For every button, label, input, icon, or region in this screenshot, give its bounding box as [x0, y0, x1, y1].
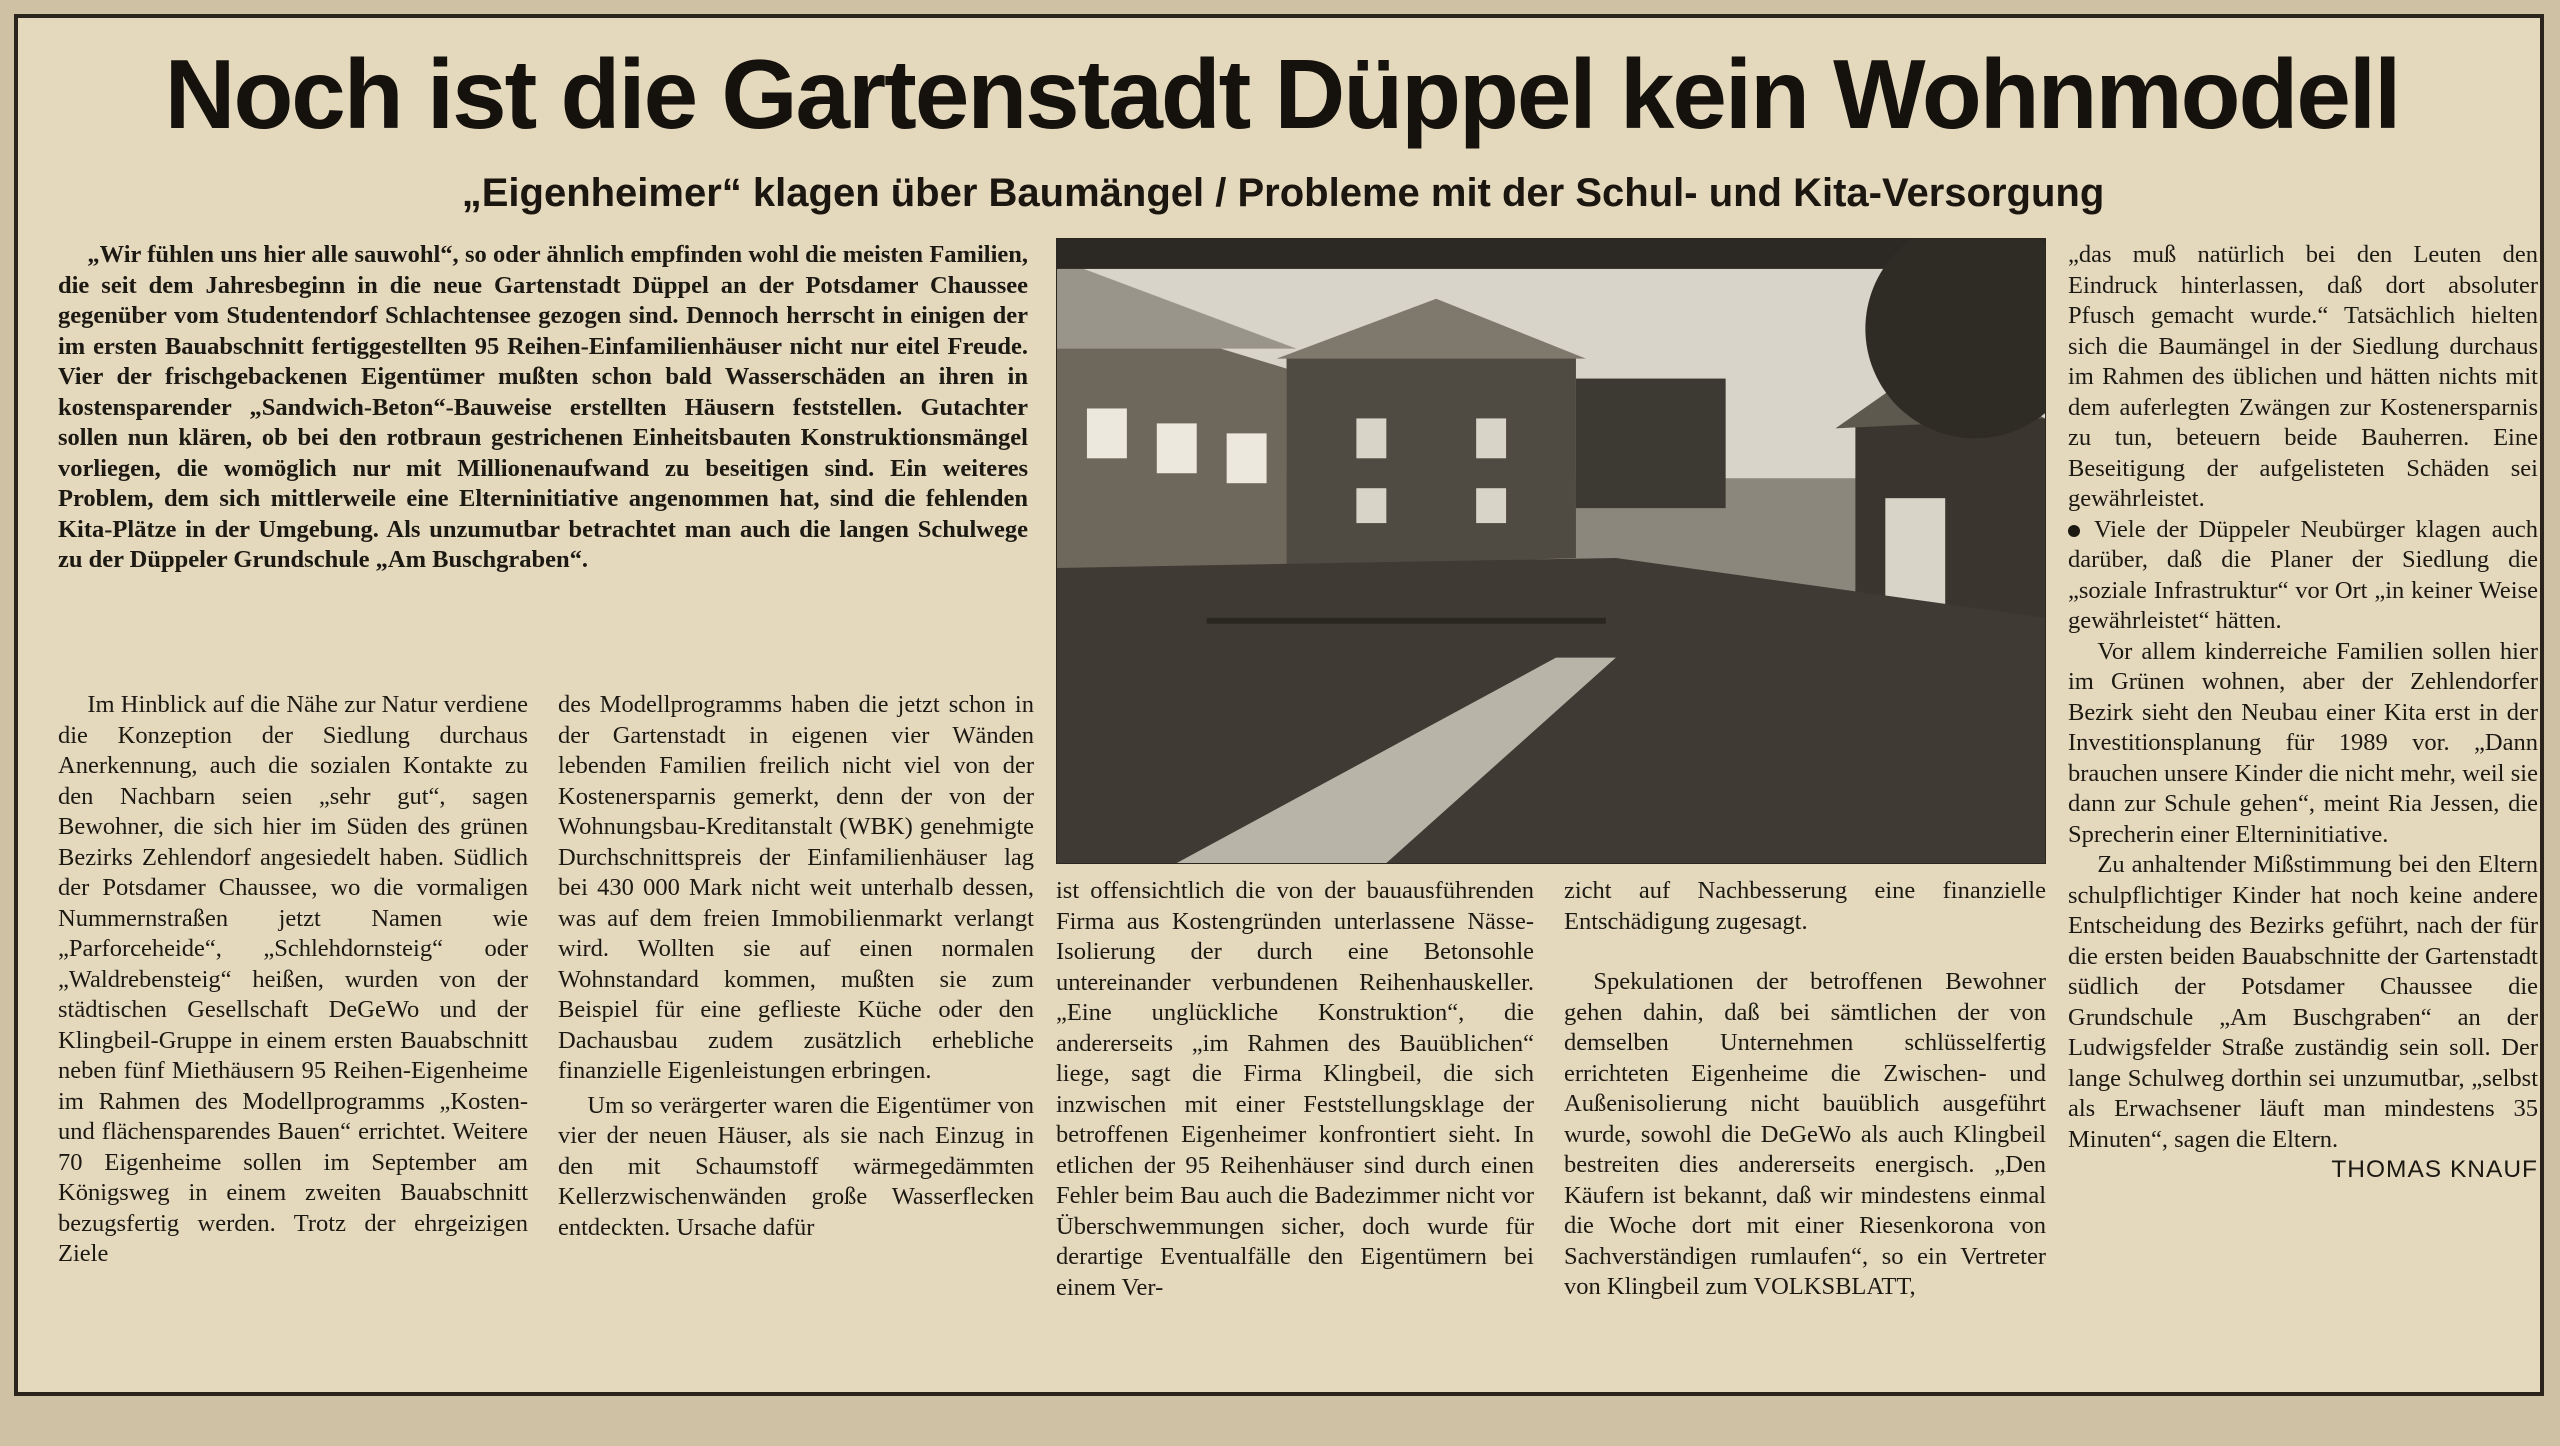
- column-4: [1564, 876, 2046, 1394]
- column-2-text-a: des Modellprogramms haben die jetzt schon in der Gartenstadt in eigenen vier Wänden lebenden Familien freilich nicht viel von der Kostenersparnis gemerkt, denn der von der Wohnungsbau-Kreditanstalt (WBK) genehmigte Durchschnittspreis der Einfamilienhäuser lag bei 430 000 Mark nicht weit unterhalb dessen, was auf dem freien Immobilienmarkt verlangt wird. Wollten sie auf einen normalen Wohnstandard kommen, mußten sie zum Beispiel für eine geflieste Küche oder den Dachausbau zudem zusätzlich erhebliche finanzielle Eigenleistungen erbringen.: [558, 691, 1034, 1084]
- column-3: [1056, 876, 1534, 1394]
- bullet-icon: [2068, 525, 2080, 537]
- column-2-text-b: Um so verärgerter waren die Eigentümer von vier der neuen Häuser, als sie nach Einzug in den mit Schaumstoff wärmegedämmten Kellerzwischenwänden große Wasserflecken entdeckten. Ursache dafür: [558, 1091, 1034, 1241]
- column-3-text: ist offensichtlich die von der bauausführenden Firma aus Kostengründen unterlassene Nässe-Isolierung der durch eine Betonsohle untereinander verbundenen Reihenhauskeller. „Eine unglückliche Konstruktion“, die andererseits „im Rahmen des Bauüblichen“ liege, sagt die Firma Klingbeil, die sich inzwischen mit einer Feststellungsklage der betroffenen Eigenheimer konfrontiert sieht. In etlichen der 95 Reihenhäuser sind durch einen Fehler beim Bau auch die Badezimmer nicht vor Überschwemmungen sicher, doch wurde für derartige Eventualfälle den Eigentümern bei einem Ver-: [1056, 877, 1534, 1301]
- article-photo: [1056, 238, 2046, 864]
- headline: Noch ist die Gartenstadt Düppel kein Wohnmodell: [164, 39, 2400, 149]
- lead-paragraph: „Wir fühlen uns hier alle sauwohl“, so oder ähnlich empfinden wohl die meisten Familien, die seit dem Jahresbeginn in die neue Gartenstadt Düppel an der Potsdamer Chaussee gegenüber vom Studentendorf Schlachtensee gezogen sind. Dennoch herrscht in einigen der im ersten Bauabschnitt fertiggestellten 95 Reihen-Einfamilienhäuser nicht nur eitel Freude. Vier der frischgebackenen Eigentümer mußten schon bald Wasserschäden an ihren in kostensparender „Sandwich-Beton“-Bauweise erstellten Häusern feststellen. Gutachter sollen nun klären, ob bei den rotbraun gestrichenen Einheitsbauten Konstruktionsmängel vorliegen, die womöglich nur mit Millionenaufwand zu beseitigen sind. Ein weiteres Problem, dem sich mittlerweile eine Elterninitiative angenommen hat, sind die fehlenden Kita-Plätze in der Umgebung. Als unzumutbar betrachtet man auch die langen Schulwege zu der Düppeler Grundschule „Am Buschgraben“.: [58, 241, 1028, 573]
- subheadline: „Eigenheimer“ klagen über Baumängel / Probleme mit der Schul- und Kita-Versorgung: [461, 171, 2105, 215]
- author-byline: THOMAS KNAUF: [2331, 1156, 2538, 1183]
- column-4-text-a: zicht auf Nachbesserung eine finanzielle Entschädigung zugesagt.: [1564, 877, 2046, 935]
- column-1: [58, 690, 528, 1394]
- column-1-text: Im Hinblick auf die Nähe zur Natur verdiene die Konzeption der Siedlung durchaus Anerkennung, auch die sozialen Kontakte zu den Nachbarn seien „sehr gut“, sagen Bewohner, die sich hier im Süden des grünen Bezirks Zehlendorf angesiedelt haben. Südlich der Potsdamer Chaussee, wo die vormaligen Nummernstraßen jetzt Namen wie „Parforceheide“, „Schlehdornsteig“ oder „Waldrebensteig“ heißen, wurden von der städtischen Gesellschaft DeGeWo und der Klingbeil-Gruppe in einem ersten Bauabschnitt neben fünf Miethäusern 95 Reihen-Eigenheime im Rahmen des Modellprogramms „Kosten- und flächensparendes Bauen“ errichtet. Weitere 70 Eigenheime sollen im September am Königsweg in einem zweiten Bauabschnitt bezugsfertig werden. Trotz der ehrgeizigen Ziele: [58, 691, 528, 1267]
- column-5-text-a: „das muß natürlich bei den Leuten den Eindruck hinterlassen, daß dort absoluter Pfusch gemacht wurde.“ Tatsächlich hielten sich die Baumängel in der Siedlung durchaus im Rahmen des üblichen und hätten nichts mit dem auferlegten Zwängen zur Kostenersparnis zu tun, beteuern beide Bauherren. Eine Beseitigung der aufgelisteten Schäden sei gewährleistet.: [2068, 241, 2538, 512]
- row-houses-photo: [1057, 239, 2045, 863]
- column-5-text-b: Viele der Düppeler Neubürger klagen auch darüber, daß die Planer der Siedlung die „soziale Infrastruktur“ vor Ort „in keiner Weise gewährleistet“ hätten.: [2068, 515, 2538, 634]
- newspaper-clipping: [14, 14, 2544, 1396]
- column-4-text-b: Spekulationen der betroffenen Bewohner gehen dahin, daß bei sämtlichen der von demselben Unternehmen schlüsselfertig errichteten Eigenheime die Zwischen- und Außenisolierung nicht bauüblich ausgeführt wurde, sowohl die DeGeWo als auch Klingbeil bestreiten dies andererseits energisch. „Den Käufern ist bekannt, daß wir mindestens einmal die Woche dort mit einer Riesenkorona von Sachverständigen rumlaufen“, so ein Vertreter von Klingbeil zum VOLKSBLATT,: [1564, 968, 2046, 1300]
- column-5: [2068, 240, 2538, 1394]
- column-5-text-c: Vor allem kinderreiche Familien sollen hier im Grünen wohnen, aber der Zehlendorfer Bezirk sieht den Neubau einer Kita erst in der Investitionsplanung für 1989 vor. „Dann brauchen unsere Kinder die nicht mehr, weil sie dann zur Schule gehen“, meint Ria Jessen, die Sprecherin einer Elterninitiative.: [2068, 637, 2538, 848]
- column-2: [558, 690, 1034, 1394]
- column-5-text-d: Zu anhaltender Mißstimmung bei den Eltern schulpflichtiger Kinder hat noch keine andere Entscheidung des Bezirks geführt, nach der für die ersten beiden Bauabschnitte der Gartenstadt südlich der Potsdamer Chaussee die Grundschule „Am Buschgraben“ an der Ludwigsfelder Straße zuständig sein soll. Der lange Schulweg dorthin sei unzumutbar, „selbst als Erwachsener läuft man mindestens 35 Minuten“, sagen die Eltern.: [2068, 851, 2538, 1153]
